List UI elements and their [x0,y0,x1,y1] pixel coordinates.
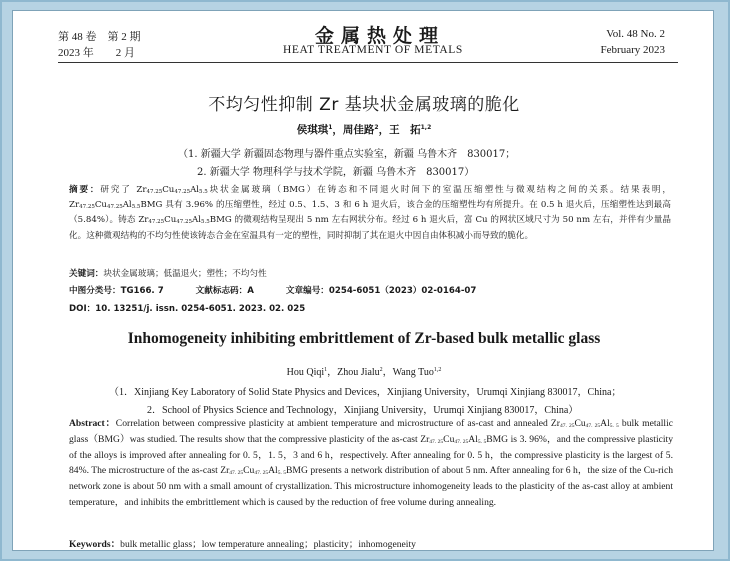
keywords-en-label: Keywords： [69,539,121,550]
doc-code-value: A [247,286,254,296]
abstract-en-text: BMG is 3. 96%，and the compressive plasticity of the alloys is improved after annealing for 0. 5，1. 5，3 and 6 h，respectively. After annealing for 0. 5 h，the compressive plasticity is the largest of 5. 84%. The microstructure of the as-cast Zr [69,433,674,477]
author-cn-sup: 1 [328,124,333,131]
abstract-cn-text: BMG 的微观结构呈现出 5 nm 左右网状分布。经过 6 h 退火后，富 Cu 的网状区域尺寸为 50 nm 左右，并伴有少量晶化。这种微观结构的不均匀性使该铸态合金在室温具有一定的塑性，同时抑制了其在退火中因自由体积减小而导致的脆化。 [69,215,671,241]
author-en: Wang Tuo [392,367,434,378]
doi-value[interactable]: 10. 13251/j. issn. 0254-6051. 2023. 02. 025 [95,304,306,314]
journal-name-en: HEAT TREATMENT OF METALS [283,44,463,56]
abstract-en-text: Cu [574,418,586,429]
abstract-en-text: Cu [243,465,255,477]
subscript: 47. 25 [585,423,601,429]
journal-name-cn: 金属热处理 [315,25,446,47]
subscript: 5.5 [131,204,141,211]
abstract-cn-text: Al [190,185,200,195]
author-en: Hou Qiqi [286,367,325,378]
subscript: 47.25 [148,219,165,226]
article-no-value: 0254-6051（2023）02-0164-07 [328,286,477,296]
subscript: 47. 25 [254,470,269,477]
clc-label: 中图分类号： [69,286,121,296]
title-en: Inhomogeneity inhibiting embrittlement of Zr-based bulk metallic glass [127,330,601,347]
subscript: 5.5 [201,219,210,226]
affiliation-cn-1: （1. 新疆大学 新疆固态物理与器件重点实验室，新疆 乌鲁木齐 830017； [178,149,516,160]
abstract-cn-text: Cu [94,200,107,211]
abstract-cn-text: Al [122,200,132,211]
abstract-en-text: Al [600,418,610,429]
author-cn: 王 拓 [389,124,421,136]
abstract-en-label: Abstract： [69,418,116,429]
volume-issue-cn: 第 48 卷 第 2 期 [58,31,141,43]
abstract-cn-text: Cu [164,215,177,226]
article-no-label: 文章编号： [285,286,329,296]
abstract-cn-text: Cu [162,185,175,195]
subscript: 5. 5 [609,423,619,429]
author-cn-sup: 2 [374,124,379,131]
subscript: 47.25 [176,219,193,226]
author-cn: 侯琪琪 [296,124,329,136]
clc-line [69,284,476,296]
author-en-sup: 2 [379,367,383,373]
abstract-en-text: BMG presents a network distribution of about 5 nm. After annealing for 6 h，the size of the Cu-rich network zone is about 50 nm with a small amount of crystallization. This microstructure inhomogeneity leads to the plasticity of the as-cast alloy at ambient temperature，and inhibits the embrittlement which is caused by the reduction of free volume during annealing. [69,465,673,508]
abstract-en [69,416,673,511]
abstract-cn-label: 摘要： [69,185,101,195]
keywords-en-text: bulk metallic glass；low temperature annealing；plasticity；inhomogeneity [120,539,416,550]
keywords-cn-text: 块状金属玻璃；低温退火；塑性；不均匀性 [103,269,267,279]
authors-en: Hou Qiqi$^1$，Zhou Jialu$^2$，Wang Tuo$^{1,2}$ [286,367,442,378]
abstract-en-text: Cu [443,433,455,445]
abstract-cn-text: 研究了 Zr [100,185,147,195]
author-en: Zhou Jialu [337,367,380,378]
subscript: 5. 5 [477,438,487,445]
subscript: 47.25 [106,204,123,211]
subscript: 47.25 [79,204,95,211]
date-en: February 2023 [600,44,665,56]
abstract-en-text: Al [468,433,478,445]
subscript: 47. 25 [454,438,469,445]
journal-page [12,10,714,551]
abstract-cn-text: Al [192,215,201,226]
abstract-en-text: Al [268,465,278,477]
abstract-cn-text: 块状金属玻璃（BMG）在铸态和不同退火时间下的室温压缩塑性与微观结构之间的关系。结果表明，Zr [69,185,671,211]
abstract-cn-text: BMG 具有 3.96% 的压缩塑性，经过 0.5、1.5、3 和 6 h 退火后，该合金的压缩塑性均有所提升。在 0.5 h 退火后，压缩塑性达到最高（5.84%）。铸态 Zr [69,200,671,226]
subscript: 47. 25 [229,470,244,477]
volume-issue-en: Vol. 48 No. 2 [606,28,665,40]
keywords-cn-label: 关键词： [69,269,104,279]
affiliation-en-1: （1．Xinjiang Key Laboratory of Solid State Physics and Devices，Xinjiang University，Urumqi Xinjiang 830017，China； [109,387,622,398]
affiliation-cn-2: 2. 新疆大学 物理科学与技术学院，新疆 乌鲁木齐 830017） [197,167,475,178]
clc-value: TG166. 7 [120,286,164,296]
subscript: 47. 25 [559,423,575,429]
authors-cn: 侯琪琪$^1$，周佳路$^2$，王 拓$^{1,2}$ [296,124,432,136]
keywords-cn [69,267,267,279]
author-cn-sup: 1,2 [420,124,432,131]
author-cn: 周佳路 [342,124,375,136]
author-en-sup: 1,2 [433,367,442,373]
doi-label: DOI： [69,304,96,314]
keywords-en [69,536,416,550]
subscript: 5.5 [199,189,208,195]
affiliation-en-2: 2．School of Physics Science and Technology，Xinjiang University，Urumqi Xinjiang 830017，China） [147,405,579,416]
header-rule [58,62,678,63]
abstract-en-text: bulk metallic glass（BMG）was studied. The results show that the compressive plasticity of the as-cast Zr [69,418,674,445]
abstract-en-text: Correlation between compressive plasticity at ambient temperature and microstructure of as-cast and annealed Zr [115,418,560,429]
subscript: 47.25 [174,189,191,195]
subscript: 47.25 [146,189,163,195]
date-cn: 2023 年 2 月 [58,47,135,59]
title-cn: 不均匀性抑制 Zr 基块状金属玻璃的脆化 [208,95,520,115]
doc-code-label: 文献标志码： [195,286,248,296]
subscript: 47. 25 [429,438,444,445]
subscript: 5. 5 [277,470,287,477]
doi-line [69,302,305,314]
abstract-cn [69,183,671,244]
author-en-sup: 1 [324,367,328,373]
